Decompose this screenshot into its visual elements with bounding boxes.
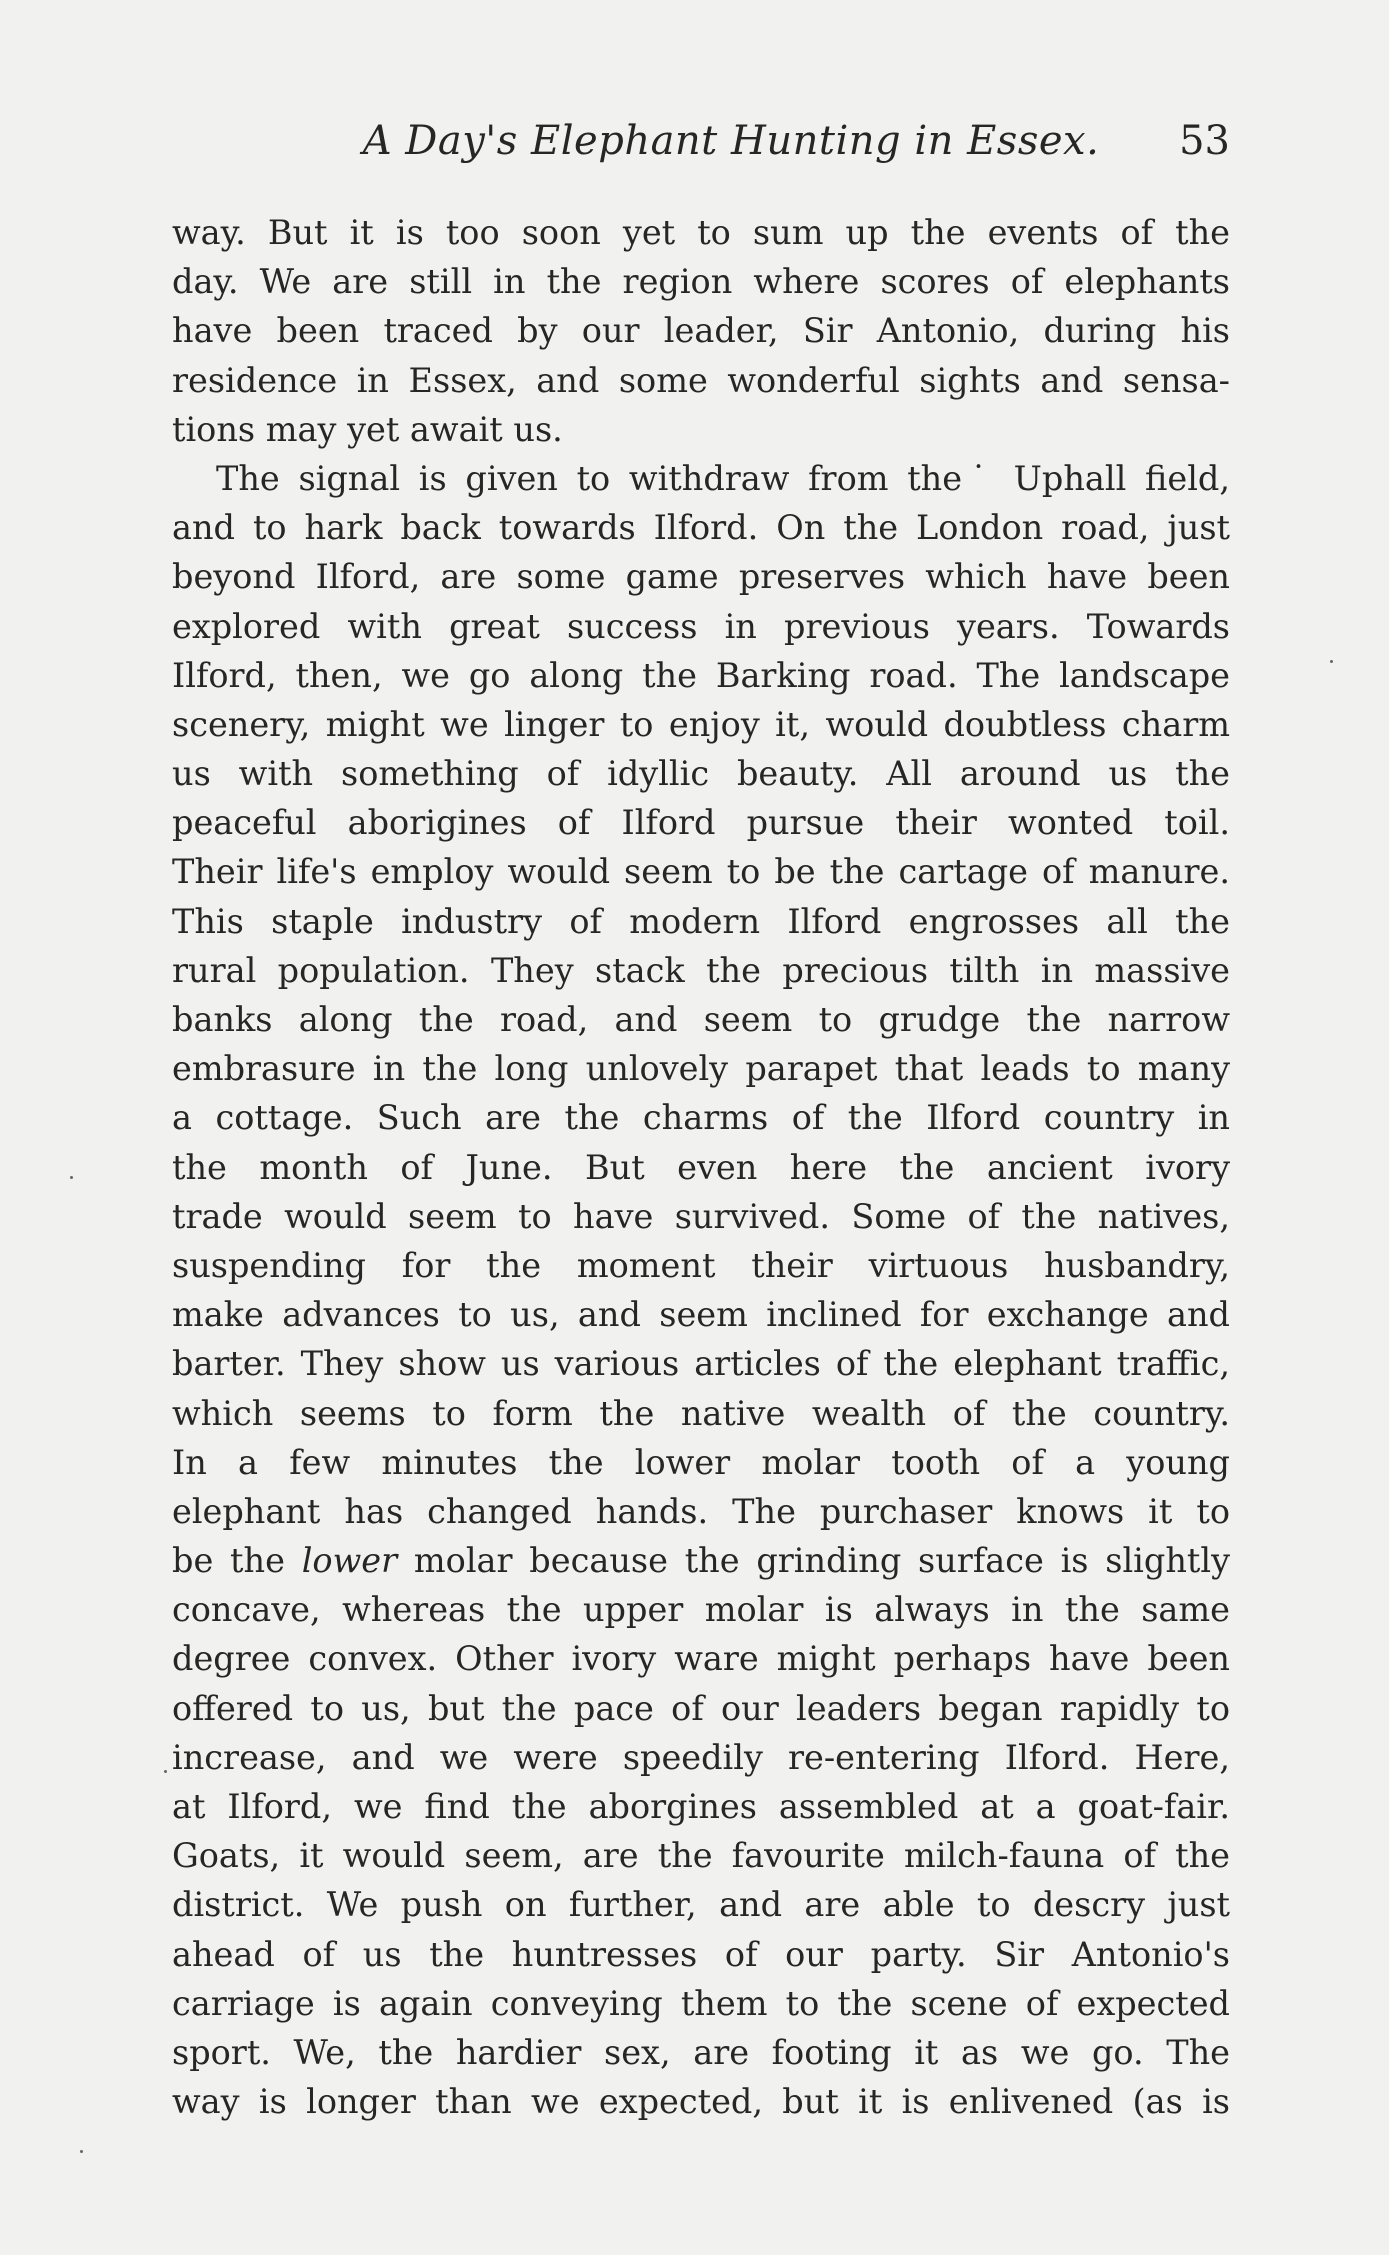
line-text: banks along the road, and seem to grudge the narrow [172,1000,1230,1039]
line-text: elephant has changed hands. The purchaser knows it to [172,1491,1230,1531]
body-text [172,208,1230,2126]
line-text: increase, and we were speedily re-entering Ilford. Here, [172,1737,1230,1777]
line-text: us with something of idyllic beauty. All around us the [172,754,1230,794]
line-text: beyond Ilford, are some game preserves which have been [172,557,1230,597]
text-line [172,1339,1230,1388]
text-line [172,700,1230,749]
line-text: sport. We, the hardier sex, are footing it as we go. The [172,2032,1230,2072]
text-line [172,405,1230,454]
text-line [172,1389,1230,1438]
text-line [172,749,1230,798]
text-line [172,552,1230,601]
line-text: tions may yet await us. [172,409,563,449]
line-text: be the [172,1541,302,1581]
paper-speck [1330,660,1333,663]
line-text: scenery, might we linger to enjoy it, would doubtless charm [172,704,1230,744]
line-text: degree convex. Other ivory ware might perhaps have been [172,1639,1230,1679]
line-text: suspending for the moment their virtuous husbandry, [172,1245,1230,1285]
line-text: In a few minutes the lower molar tooth of a young [172,1442,1230,1482]
text-line [172,798,1230,847]
text-line [172,1438,1230,1487]
line-text: make advances to us, and seem inclined for exchange and [172,1295,1230,1335]
text-line [172,1044,1230,1093]
text-line [172,1880,1230,1929]
text-line [172,257,1230,306]
text-line [172,847,1230,896]
text-line [172,1733,1230,1782]
line-text: explored with great success in previous years. Towards [172,606,1230,646]
text-line [172,995,1230,1044]
line-text: Their life's employ would seem to be the cartage of manure. [172,852,1230,892]
line-text: way. But it is too soon yet to sum up the events of the [172,213,1230,252]
line-text: This staple industry of modern Ilford engrosses all the [172,901,1230,941]
line-text: at Ilford, we find the aborgines assembled at a goat-fair. [172,1787,1230,1826]
text-line [172,602,1230,651]
line-text: Ilford, then, we go along the Barking road. The landscape [172,655,1230,695]
text-line [172,946,1230,995]
line-text: the month of June. But even here the ancient ivory [172,1147,1230,1187]
text-line [172,2028,1230,2077]
text-line [172,1585,1230,1634]
line-text: day. We are still in the region where scores of elephants [172,262,1230,302]
text-line [172,503,1230,552]
paper-speck [80,2150,83,2153]
line-text: rural population. They stack the precious tilth in massive [172,950,1230,990]
text-line [172,1634,1230,1683]
line-text: district. We push on further, and are able to descry just [172,1885,1230,1925]
line-text: residence in Essex, and some wonderful sights and sensa- [172,360,1230,400]
line-text: way is longer than we expected, but it is enlivened (as is [172,2082,1230,2122]
text-line [172,306,1230,355]
line-text: offered to us, but the pace of our leaders began rapidly to [172,1688,1230,1728]
line-text: barter. They show us various articles of the elephant traffic, [172,1344,1230,1384]
text-line [172,1831,1230,1880]
text-line [172,1782,1230,1831]
text-line [172,1930,1230,1979]
line-text: embrasure in the long unlovely parapet that leads to many [172,1049,1230,1089]
line-text: trade would seem to have survived. Some of the natives, [172,1196,1230,1236]
line-text: Goats, it would seem, are the favourite milch-fauna of the [172,1836,1230,1876]
line-text: molar because the grinding surface is slightly [397,1541,1230,1581]
line-text: peaceful aborigines of Ilford pursue their wonted toil. [172,803,1230,843]
text-line [172,1290,1230,1339]
line-text: and to hark back towards Ilford. On the London road, just [172,508,1230,548]
text-line [172,2077,1230,2126]
text-line [172,356,1230,405]
text-line [172,1093,1230,1142]
text-line [172,1979,1230,2028]
line-text: The signal is given to withdraw from the˙ Uphall field, [216,458,1230,498]
text-line [172,1241,1230,1290]
line-text: which seems to form the native wealth of the country. [172,1393,1230,1433]
text-line [172,1192,1230,1241]
text-line [172,1487,1230,1536]
page-number: 53 [1179,118,1230,164]
paper-speck [70,1176,73,1179]
running-title: A Day's Elephant Hunting in Essex. [362,118,1100,164]
line-text: ahead of us the huntresses of our party. Sir Antonio's [172,1934,1230,1974]
paper-speck [164,1770,167,1773]
text-line [172,1143,1230,1192]
text-line [172,1684,1230,1733]
text-line [172,651,1230,700]
page-header [172,118,1230,174]
line-text: carriage is again conveying them to the scene of expected [172,1983,1230,2023]
line-text: a cottage. Such are the charms of the Ilford country in [172,1098,1230,1138]
italic-word: lower [301,1541,398,1581]
line-text: have been traced by our leader, Sir Antonio, during his [172,311,1230,351]
text-line [172,208,1230,257]
text-line [172,1536,1230,1585]
text-line [172,897,1230,946]
line-text: concave, whereas the upper molar is always in the same [172,1590,1230,1630]
text-line [172,454,1230,503]
